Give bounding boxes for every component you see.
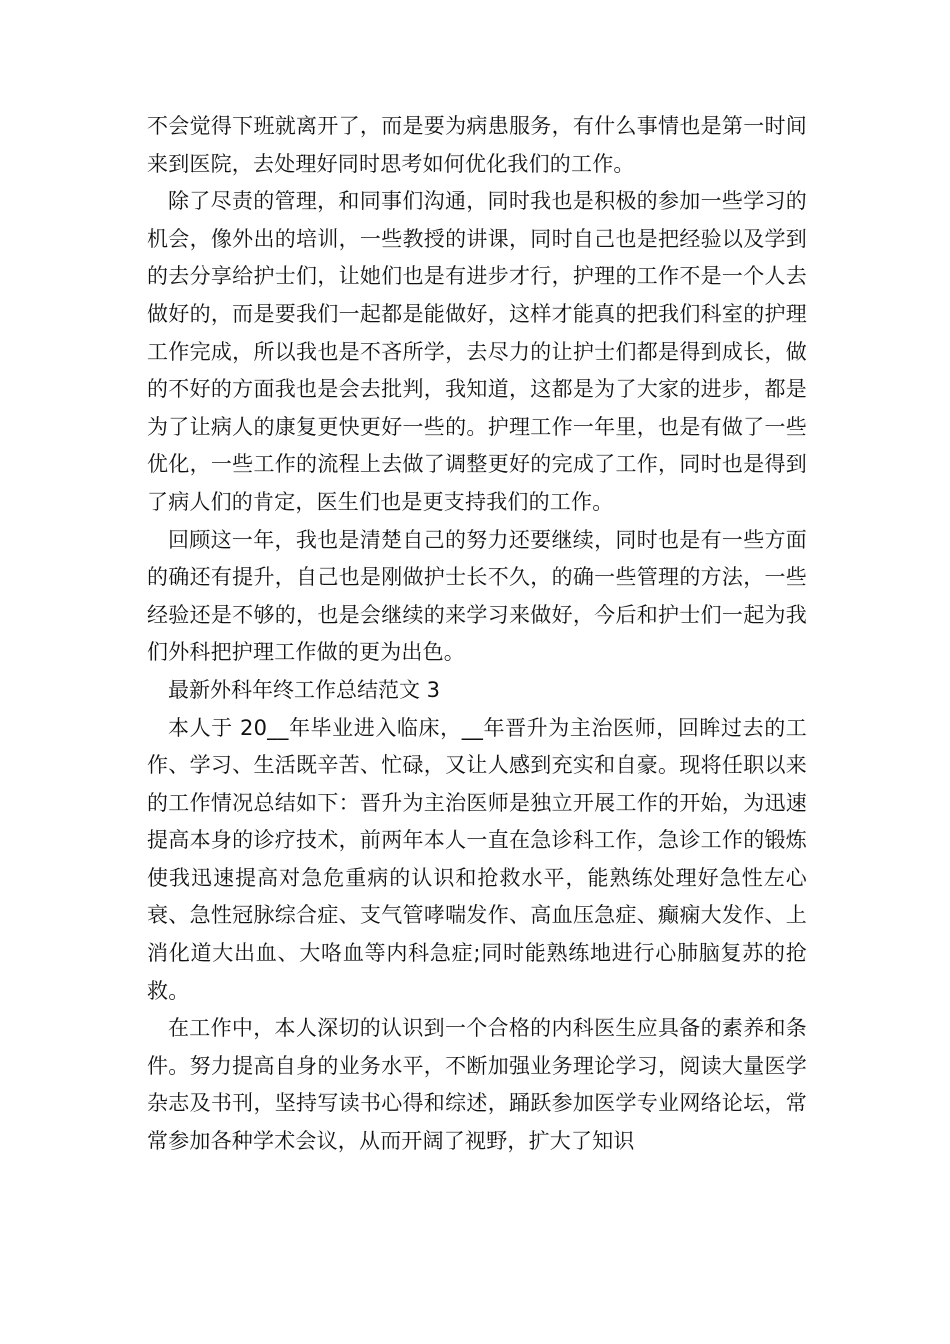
paragraph-continued: 不会觉得下班就离开了，而是要为病患服务，有什么事情也是第一时间来到医院，去处理好同时思考如何优化我们的工作。	[147, 114, 807, 176]
paragraph-review: 回顾这一年，我也是清楚自己的努力还要继续，同时也是有一些方面的确还有提升，自己也是刚做护士长不久，的确一些管理的方法，一些经验还是不够的，也是会继续的来学习来做好，今后和护士们一起为我们外科把护理工作做的更为出色。	[147, 527, 807, 665]
document-page	[147, 108, 807, 1161]
paragraph-career: 本人于 20__年毕业进入临床，__年晋升为主治医师，回眸过去的工作、学习、生活既辛苦、忙碌，又让人感到充实和自豪。现将任职以来的工作情况总结如下：晋升为主治医师是独立开展工作的开始，为迅速提高本身的诊疗技术，前两年本人一直在急诊科工作，急诊工作的锻炼使我迅速提高对急危重病的认识和抢救水平，能熟练处理好急性左心衰、急性冠脉综合症、支气管哮喘发作、高血压急症、癫痫大发作、上消化道大出血、大咯血等内科急症;同时能熟练地进行心肺脑复苏的抢救。	[147, 715, 807, 1003]
paragraph-work: 在工作中，本人深切的认识到一个合格的内科医生应具备的素养和条件。努力提高自身的业务水平，不断加强业务理论学习，阅读大量医学杂志及书刊，坚持写读书心得和综述，踊跃参加医学专业网络论坛，常常参加各种学术会议，从而开阔了视野，扩大了知识	[147, 1016, 807, 1154]
section-title: 最新外科年终工作总结范文 3	[168, 677, 441, 702]
paragraph-management: 除了尽责的管理，和同事们沟通，同时我也是积极的参加一些学习的机会，像外出的培训，一些教授的讲课，同时自己也是把经验以及学到的去分享给护士们，让她们也是有进步才行，护理的工作不是一个人去做好的，而是要我们一起都是能做好，这样才能真的把我们科室的护理工作完成，所以我也是不吝所学，去尽力的让护士们都是得到成长，做的不好的方面我也是会去批判，我知道，这都是为了大家的进步，都是为了让病人的康复更快更好一些的。护理工作一年里，也是有做了一些优化，一些工作的流程上去做了调整更好的完成了工作，同时也是得到了病人们的肯定，医生们也是更支持我们的工作。	[147, 189, 807, 514]
